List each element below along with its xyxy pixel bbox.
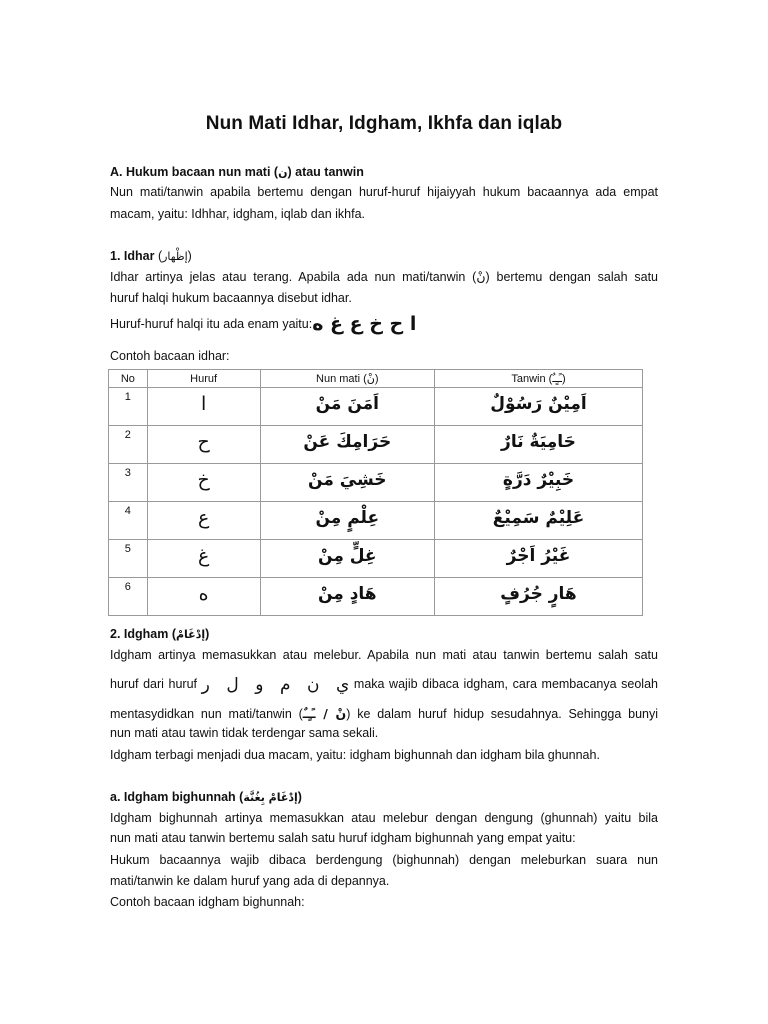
header-tanwin-pre: Tanwin (	[511, 373, 553, 385]
idgham-heading	[110, 626, 658, 643]
cell-nun-mati	[260, 540, 434, 578]
idgham-line-5: Idgham terbagi menjadi dua macam, yaitu: idgham bighunnah dan idgham bila ghunnah.	[110, 748, 600, 762]
table-header-row	[109, 370, 643, 388]
idhar-heading-arabic: إظْهار	[162, 250, 188, 263]
idgham-line-4: nun mati atau tawin tidak terdengar sama sekali.	[110, 726, 379, 740]
idhar-line-1-post: ) bertemu dengan salah satu	[485, 270, 658, 284]
cell-huruf-text: غ	[197, 545, 210, 567]
cell-huruf	[147, 464, 260, 502]
bighunnah-heading-arabic: إدْغَامْ بِغُنَّة	[243, 791, 298, 804]
cell-nun-mati	[260, 502, 434, 540]
cell-tanwin	[435, 464, 643, 502]
cell-tanwin	[435, 540, 643, 578]
cell-tanwin-text: حَامِيَةٌ نَارٌ	[501, 432, 576, 452]
idgham-line-2-post: maka wajib dibaca idgham, cara membacanya seolah	[353, 677, 658, 691]
cell-no: 3	[109, 464, 148, 502]
idhar-line-3	[110, 313, 658, 335]
idhar-line-1	[110, 269, 658, 285]
header-huruf: Huruf	[147, 370, 260, 388]
cell-tanwin-text: هَارٍ جُرُفٍ	[500, 584, 577, 604]
section-a-heading-post: ) atau tanwin	[287, 165, 364, 179]
idgham-line-3-arabic: نْ / ـًـٍـٌ	[302, 706, 347, 721]
header-tanwin-post: )	[561, 373, 566, 385]
section-a-line-2: macam, yaitu: Idhhar, idgham, iqlab dan ikhfa.	[110, 207, 366, 221]
cell-huruf	[147, 502, 260, 540]
cell-huruf-text: ع	[197, 507, 210, 529]
cell-nun-mati	[260, 426, 434, 464]
idgham-line-3	[110, 706, 658, 722]
cell-huruf	[147, 578, 260, 616]
cell-nun-text: خَشِيَ مَنْ	[308, 470, 387, 490]
header-no: No	[109, 370, 148, 388]
idhar-contoh-label: Contoh bacaan idhar:	[110, 349, 230, 363]
idgham-line-3-pre: mentasydidkan nun mati/tanwin (	[110, 707, 303, 721]
cell-tanwin	[435, 578, 643, 616]
cell-tanwin	[435, 502, 643, 540]
bighunnah-line-2: nun mati atau tanwin bertemu salah satu huruf idgham bighunnah yang empat yaitu:	[110, 831, 576, 845]
cell-tanwin-text: عَلِيْمٌ سَمِيْعٌ	[492, 508, 585, 528]
cell-huruf	[147, 388, 260, 426]
cell-nun-text: غِلٍّ مِنْ	[318, 546, 377, 566]
bighunnah-line-1: Idgham bighunnah artinya memasukkan atau melebur dengan dengung (ghunnah) yaitu bila	[110, 811, 658, 825]
idgham-heading-pre: 2. Idgham (	[110, 627, 176, 641]
idhar-example-table	[108, 369, 643, 616]
idgham-line-2-pre: huruf dari huruf	[110, 677, 198, 691]
cell-huruf	[147, 540, 260, 578]
section-a-heading-arabic: ن	[278, 166, 288, 179]
section-a-line-1: Nun mati/tanwin apabila bertemu dengan huruf-huruf hijaiyyah hukum bacaannya ada empat	[110, 185, 658, 199]
header-tanwin-arabic: ـًـٍـٌ	[552, 372, 562, 385]
header-nun-mati	[260, 370, 434, 388]
idhar-line-1-pre: Idhar artinya jelas atau terang. Apabila ada nun mati/tanwin (	[110, 270, 477, 284]
bighunnah-heading-post: )	[297, 790, 302, 804]
cell-no: 6	[109, 578, 148, 616]
cell-nun-text: حَرَامِكَ عَنْ	[303, 432, 392, 452]
cell-no: 4	[109, 502, 148, 540]
idgham-heading-post: )	[205, 627, 210, 641]
page-title: Nun Mati Idhar, Idgham, Ikhfa dan iqlab	[205, 113, 563, 134]
cell-huruf-text: ح	[197, 431, 210, 453]
cell-no: 5	[109, 540, 148, 578]
idhar-line-1-arabic: نْ	[476, 269, 486, 284]
table-row	[109, 502, 643, 540]
table-row	[109, 388, 643, 426]
bighunnah-heading	[110, 789, 658, 806]
cell-huruf-text: خ	[197, 469, 210, 491]
cell-huruf-text: ه	[198, 583, 209, 605]
idgham-line-2	[110, 676, 658, 693]
cell-tanwin	[435, 426, 643, 464]
header-nun-post: )	[374, 373, 379, 385]
cell-tanwin	[435, 388, 643, 426]
cell-no: 1	[109, 388, 148, 426]
cell-tanwin-text: اَمِيْنٌ رَسُوْلٌ	[490, 394, 587, 414]
table-row	[109, 426, 643, 464]
cell-nun-text: هَادٍ مِنْ	[317, 584, 377, 604]
huruf-halqi-arabic: ا ح خ ع غ ه	[312, 313, 417, 335]
idhar-line-3-pre: Huruf-huruf halqi itu ada enam yaitu:	[110, 317, 313, 331]
bighunnah-contoh-label: Contoh bacaan idgham bighunnah:	[110, 895, 305, 909]
bighunnah-line-4: mati/tanwin ke dalam huruf yang ada di depannya.	[110, 874, 390, 888]
cell-nun-mati	[260, 578, 434, 616]
section-a-heading-pre: A. Hukum bacaan nun mati (	[110, 165, 279, 179]
cell-tanwin-text: غَيْرُ اَجْرٌ	[506, 546, 571, 566]
idhar-heading: 1. Idhar (إظْهار)	[110, 249, 192, 263]
cell-nun-text: اَمَنَ مَنْ	[315, 394, 379, 414]
cell-huruf-text: ا	[200, 393, 207, 415]
bighunnah-heading-pre: a. Idgham bighunnah (	[110, 790, 244, 804]
idhar-heading-pre: 1. Idhar	[110, 249, 155, 263]
header-tanwin	[435, 370, 643, 388]
idgham-line-1: Idgham artinya memasukkan atau melebur. Apabila nun mati atau tanwin bertemu salah satu	[110, 648, 658, 662]
idhar-line-2: huruf halqi hukum bacaannya disebut idhar.	[110, 291, 352, 305]
cell-tanwin-text: خَبِيْرٌ دَرَّةٍ	[502, 470, 575, 490]
section-a-heading	[110, 164, 658, 181]
table-row	[109, 464, 643, 502]
header-nun-arabic: نْ	[366, 372, 375, 385]
table-row	[109, 578, 643, 616]
cell-nun-mati	[260, 388, 434, 426]
cell-huruf	[147, 426, 260, 464]
idgham-line-3-post: ) ke dalam huruf hidup sesudahnya. Sehingga bunyi	[346, 707, 658, 721]
bighunnah-line-3: Hukum bacaannya wajib dibaca berdengung (bighunnah) dengan meleburkan suara nun	[110, 853, 658, 867]
table-row	[109, 540, 643, 578]
header-nun-pre: Nun mati (	[316, 373, 367, 385]
cell-no: 2	[109, 426, 148, 464]
idgham-letters-arabic: ي ن م و ل ر	[201, 675, 350, 695]
idgham-heading-arabic: إدْغَامْ	[175, 628, 206, 641]
cell-nun-text: عِلْمٍ مِنْ	[315, 508, 380, 528]
cell-nun-mati	[260, 464, 434, 502]
